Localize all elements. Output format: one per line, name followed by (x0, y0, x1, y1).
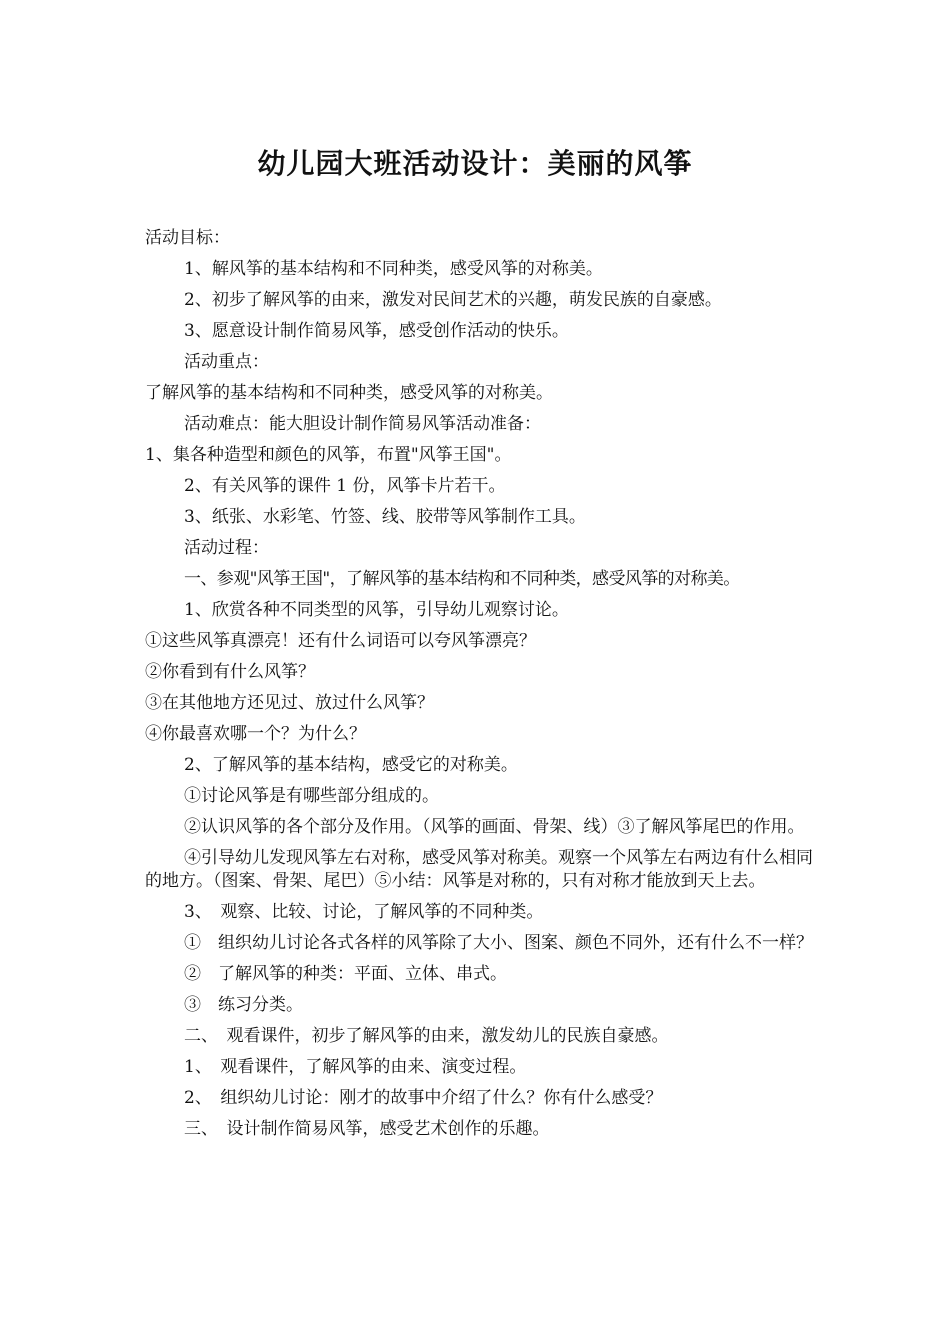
paragraph-process-heading: 活动过程： (184, 538, 269, 558)
paragraph: 二、 观看课件，初步了解风筝的由来，激发幼儿的民族自豪感。 (184, 1026, 669, 1046)
paragraph: 三、 设计制作简易风筝，感受艺术创作的乐趣。 (184, 1119, 550, 1139)
paragraph-activity-goals-heading: 活动目标： (145, 228, 230, 248)
paragraph: ③ 练习分类。 (184, 995, 303, 1015)
paragraph: 2、有关风筝的课件 1 份，风筝卡片若干。 (184, 476, 506, 496)
paragraph: ② 了解风筝的种类：平面、立体、串式。 (184, 964, 507, 984)
paragraph: ④你最喜欢哪一个？为什么？ (145, 724, 366, 744)
paragraph: ③在其他地方还见过、放过什么风筝？ (145, 693, 434, 713)
paragraph: 了解风筝的基本结构和不同种类，感受风筝的对称美。 (145, 383, 553, 403)
paragraph: 2、 组织幼儿讨论：刚才的故事中介绍了什么？你有什么感受？ (184, 1088, 663, 1108)
paragraph: ①这些风筝真漂亮！还有什么词语可以夸风筝漂亮？ (145, 631, 536, 651)
paragraph: ①讨论风筝是有哪些部分组成的。 (184, 786, 439, 806)
paragraph: ②你看到有什么风筝？ (145, 662, 315, 682)
paragraph: 1、解风筝的基本结构和不同种类，感受风筝的对称美。 (184, 259, 603, 279)
paragraph: 1、集各种造型和颜色的风筝，布置"风筝王国"。 (145, 445, 512, 465)
paragraph: 1、欣赏各种不同类型的风筝，引导幼儿观察讨论。 (184, 600, 569, 620)
paragraph: 2、了解风筝的基本结构，感受它的对称美。 (184, 755, 518, 775)
paragraph: 一、参观"风筝王国"，了解风筝的基本结构和不同种类，感受风筝的对称美。 (184, 569, 740, 589)
paragraph-difficulty-heading: 活动难点：能大胆设计制作简易风筝活动准备： (184, 414, 541, 434)
paragraph: 1、 观看课件，了解风筝的由来、演变过程。 (184, 1057, 527, 1077)
paragraph: 2、初步了解风筝的由来，激发对民间艺术的兴趣，萌发民族的自豪感。 (184, 290, 722, 310)
paragraph: ④引导幼儿发现风筝左右对称，感受风筝对称美。观察一个风筝左右两边有什么相同的地方。（图案、骨架、尾巴）⑤小结：风筝是对称的，只有对称才能放到天上去。 (145, 848, 813, 891)
document-title: 幼儿园大班活动设计：美丽的风筝 (257, 147, 693, 180)
paragraph: ① 组织幼儿讨论各式各样的风筝除了大小、图案、颜色不同外，还有什么不一样？ (184, 933, 813, 953)
paragraph: 3、纸张、水彩笔、竹签、线、胶带等风筝制作工具。 (184, 507, 586, 527)
paragraph: ②认识风筝的各个部分及作用。（风筝的画面、骨架、线）③了解风筝尾巴的作用。 (184, 817, 805, 837)
document-body (145, 227, 813, 1149)
paragraph-focus-heading: 活动重点： (184, 352, 269, 372)
paragraph: 3、愿意设计制作简易风筝，感受创作活动的快乐。 (184, 321, 569, 341)
paragraph: 3、 观察、比较、讨论，了解风筝的不同种类。 (184, 902, 544, 922)
